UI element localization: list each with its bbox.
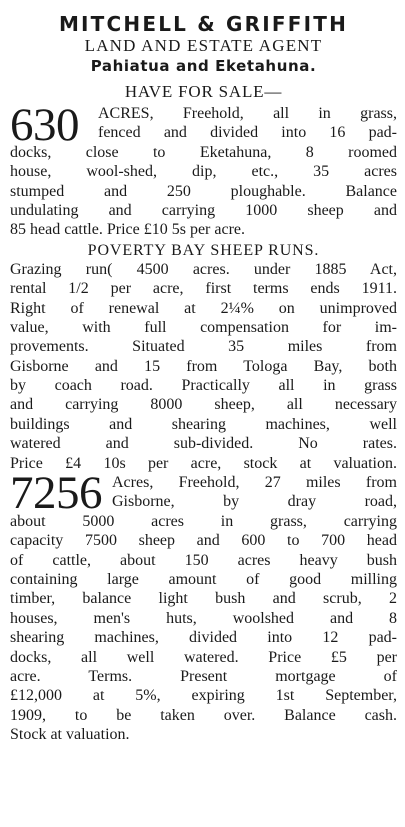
- listing-line: buildings and shearing machines, well: [10, 415, 397, 433]
- listing-line: value, with full compensation for im-: [10, 318, 397, 336]
- listing-line: of cattle, about 150 acres heavy bush: [10, 551, 397, 569]
- for-sale-heading: HAVE FOR SALE—: [124, 82, 283, 101]
- listing-line: £12,000 at 5%, expiring 1st September,: [10, 687, 397, 705]
- listing-line: undulating and carrying 1000 sheep and: [10, 201, 397, 219]
- listing-line: containing large amount of good milling: [10, 570, 397, 588]
- listing-line: about 5000 acres in grass, carrying: [10, 512, 397, 530]
- listing-line: 85 head cattle. Price £10 5s per acre.: [10, 221, 246, 239]
- listing-line: 1909, to be taken over. Balance cash.: [10, 706, 397, 724]
- listing-line: watered and sub-divided. No rates.: [10, 435, 397, 453]
- listing-line: acre. Terms. Present mortgage of: [10, 667, 397, 685]
- listing-line: Gisborne, by dray road,: [112, 493, 397, 511]
- listing-number: 7256: [10, 467, 102, 520]
- listing-line: docks, all well watered. Price £5 per: [10, 648, 397, 666]
- listing-line: rental 1/2 per acre, first terms ends 1911.: [10, 280, 397, 298]
- listing-poverty-bay: [10, 260, 397, 473]
- listing-line: houses, men's huts, woolshed and 8: [10, 609, 397, 627]
- listing-line: capacity 7500 sheep and 600 to 700 head: [10, 532, 397, 550]
- listing-line: docks, close to Eketahuna, 8 roomed: [10, 143, 397, 161]
- firm-locations: Pahiatua and Eketahuna.: [90, 57, 317, 75]
- listing-line: Gisborne and 15 from Tologa Bay, both: [10, 357, 397, 375]
- listing-line: timber, balance light bush and scrub, 2: [10, 590, 397, 608]
- poverty-bay-heading: POVERTY BAY SHEEP RUNS.: [87, 241, 320, 259]
- listing-line: ACRES, Freehold, all in grass,: [98, 105, 397, 122]
- listing-line: and carrying 8000 sheep, all necessary: [10, 396, 397, 414]
- listing-7256-acres: [10, 467, 397, 744]
- listing-line: Right of renewal at 2¼% on unimproved: [10, 299, 397, 317]
- listing-line: Stock at valuation.: [10, 726, 130, 744]
- listing-line: Grazing run( 4500 acres. under 1885 Act,: [10, 260, 397, 278]
- firm-subtitle: LAND AND ESTATE AGENT: [84, 36, 323, 55]
- listing-630-acres: [10, 99, 397, 240]
- listing-line: stumped and 250 ploughable. Balance: [10, 182, 397, 200]
- listing-number: 630: [10, 99, 79, 151]
- listing-line: Acres, Freehold, 27 miles from: [112, 474, 397, 492]
- listing-line: fenced and divided into 16 pad-: [98, 124, 397, 142]
- firm-name: MITCHELL & GRIFFITH: [58, 12, 349, 36]
- listing-line: house, wool-shed, dip, etc., 35 acres: [10, 163, 397, 181]
- listing-line: shearing machines, divided into 12 pad-: [10, 629, 397, 647]
- listing-line: provements. Situated 35 miles from: [10, 338, 397, 356]
- listing-line: Price £4 10s per acre, stock at valuation.: [10, 454, 397, 472]
- listing-line: by coach road. Practically all in grass: [10, 377, 397, 395]
